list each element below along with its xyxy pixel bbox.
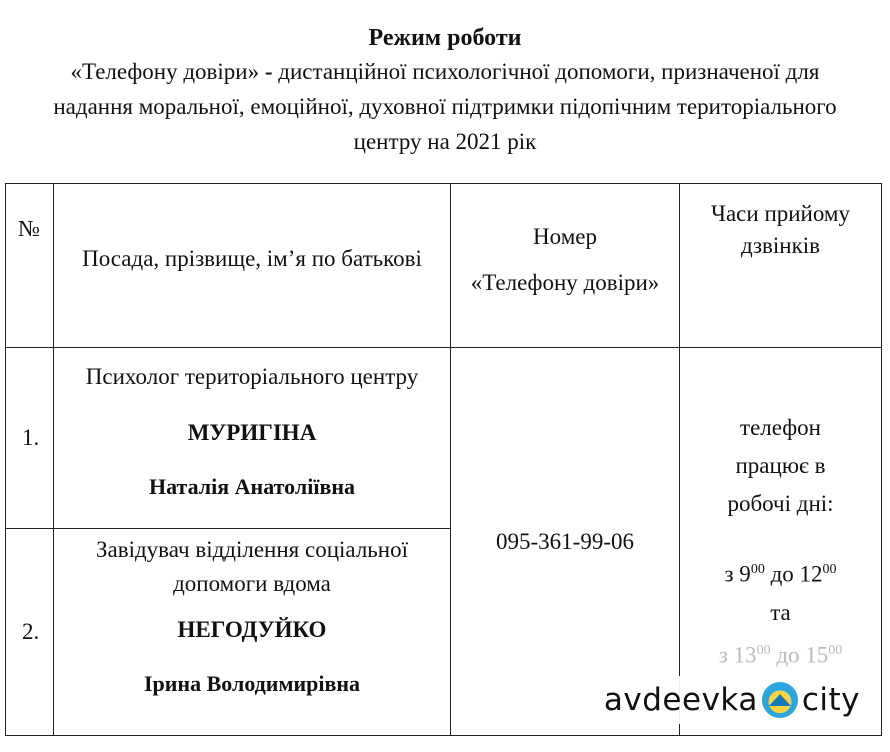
phone-number: 095-361-99-06 [451, 348, 680, 736]
header-num-cell [6, 184, 54, 348]
row-name: Ірина Володимирівна [143, 671, 361, 696]
subtitle-line-3: центру на 2021 рік [353, 129, 537, 154]
document-header [0, 22, 890, 159]
row-number: 2. [6, 529, 54, 736]
document-subtitle [0, 54, 890, 159]
row-surname: НЕГОДУЙКО [177, 617, 327, 642]
header-hours-line-2: дзвінків [740, 233, 821, 258]
row-position-block [54, 348, 450, 504]
header-num: № [18, 216, 40, 241]
hours-second-interval: з $13^{00}$ до $15^{00}$ [718, 642, 843, 668]
header-hours [680, 184, 881, 262]
document-title: Режим роботи [368, 25, 522, 51]
hours-and: та [770, 599, 791, 625]
table-row [6, 348, 882, 529]
subtitle-quote: «Телефону довіри» [70, 59, 260, 84]
watermark-text-left: avdeevka [603, 682, 758, 718]
row-position: Психолог територіального центру [85, 364, 419, 389]
header-hours-line-1: Часи прийому [711, 201, 850, 226]
header-phone-line-2: «Телефону довіри» [470, 270, 660, 295]
row-position-cell [54, 529, 451, 736]
header-hours-cell [680, 184, 882, 348]
header-phone-cell [451, 184, 680, 348]
subtitle-line-1: дистанційної психологічної допомоги, призначеної для [278, 59, 820, 84]
header-position-cell [54, 184, 451, 348]
mountain-logo-icon [762, 682, 798, 718]
site-watermark [596, 676, 868, 724]
table-header-row [6, 184, 882, 348]
subtitle-dash: - [259, 59, 279, 84]
watermark-text-right: city [801, 682, 860, 718]
schedule-table [5, 183, 882, 736]
hours-line-3: робочі дні: [727, 490, 834, 516]
row-position-line-2: допомоги вдома [173, 571, 331, 596]
header-phone-line-1: Номер [533, 224, 597, 249]
row-position-block [54, 529, 450, 701]
hours-first-interval: з $9^{00}$ до $12^{00}$ [724, 561, 837, 587]
header-phone [451, 184, 679, 306]
subtitle-line-2: надання моральної, емоційної, духовної підтримки підопічним територіального [53, 94, 837, 119]
row-position-line-1: Завідувач відділення соціальної [95, 537, 408, 562]
hours-line-2: працює в [735, 452, 826, 478]
hours-line-1: телефон [740, 414, 821, 440]
row-surname: МУРИГІНА [187, 420, 317, 445]
row-number: 1. [6, 348, 54, 529]
row-position-cell [54, 348, 451, 529]
row-name: Наталія Анатоліївна [148, 474, 355, 499]
header-position: Посада, прізвище, ім’я по батькові [82, 246, 422, 271]
